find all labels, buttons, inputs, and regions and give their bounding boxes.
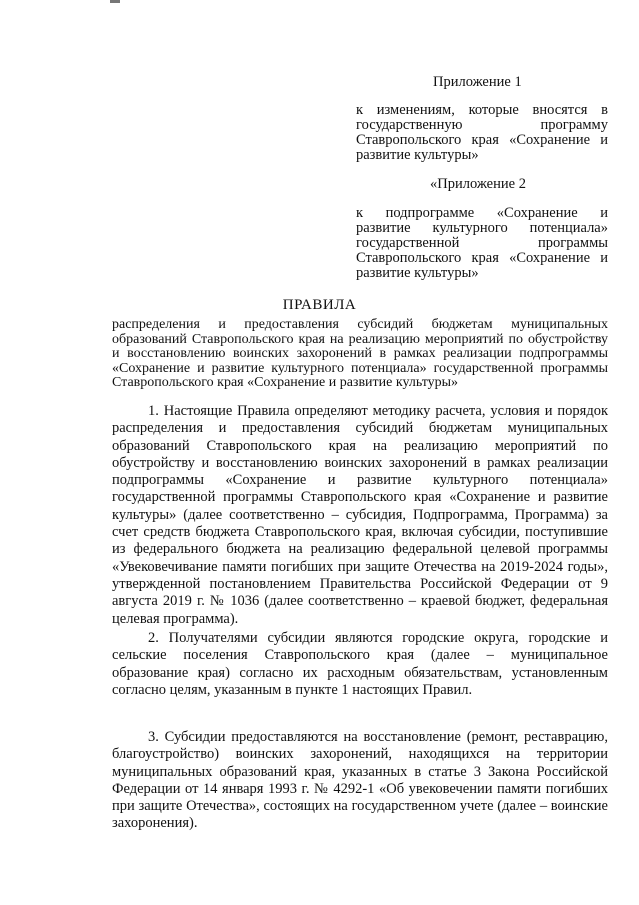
rules-title: ПРАВИЛА bbox=[282, 297, 357, 313]
paragraph-2: 2. Получателями субсидии являются городские округа, городские и сельские поселения Ставропольского края (далее – муниципальное образование края) согласно их расходным обязательствам, установленным согласно целям, указанным в пункте 1 настоящих Правил. bbox=[112, 630, 608, 698]
appendix1-title: Приложение 1 bbox=[433, 74, 522, 90]
paragraph-3: 3. Субсидии предоставляются на восстановление (ремонт, реставрацию, благоустройство) воинских захоронений, находящихся на территории муниципальных образований края, указанных в статье 3 Закона Российской Федерации от 14 января 1993 г. № 4292-1 «Об увековечении памяти погибших при защите Отечества», состоящих на государственном учете (далее – воинские захоронения). bbox=[112, 729, 608, 832]
appendix1-description: к изменениям, которые вносятся в государственную программу Ставропольского края «Сохранение и развитие культуры» bbox=[356, 102, 608, 163]
paragraph-1: 1. Настоящие Правила определяют методику расчета, условия и порядок распределения и предоставления субсидий бюджетам муниципальных образований Ставропольского края на реализацию мероприятий по обустройству и восстановлению воинских захоронений в рамках реализации подпрограммы «Сохранение и развитие культурного потенциала» государственной программы Ставропольского края «Сохранение и развитие культуры» (далее соответственно – субсидия, Подпрограмма, Программа) за счет средств бюджета Ставропольского края, включая субсидии, поступившие из федерального бюджета на реализацию федеральной целевой программы «Увековечивание памяти погибших при защите Отечества на 2019-2024 годы», утвержденной постановлением Правительства Российской Федерации от 9 августа 2019 г. № 1036 (далее соответственно – краевой бюджет, федеральная целевая программа). bbox=[112, 403, 608, 627]
scan-mark bbox=[110, 0, 120, 3]
appendix2-title: «Приложение 2 bbox=[430, 176, 526, 192]
appendix2-description: к подпрограмме «Сохранение и развитие культурного потенциала» государственной программы Ставропольского края «Сохранение и развитие культуры» bbox=[356, 205, 608, 281]
rules-subtitle: распределения и предоставления субсидий бюджетам муниципальных образований Ставропольского края на реализацию мероприятий по обустройству и восстановлению воинских захоронений в рамках реализации подпрограммы «Сохранение и развитие культурного потенциала» государственной программы Ставропольского края «Сохранение и развитие культуры» bbox=[112, 317, 608, 390]
